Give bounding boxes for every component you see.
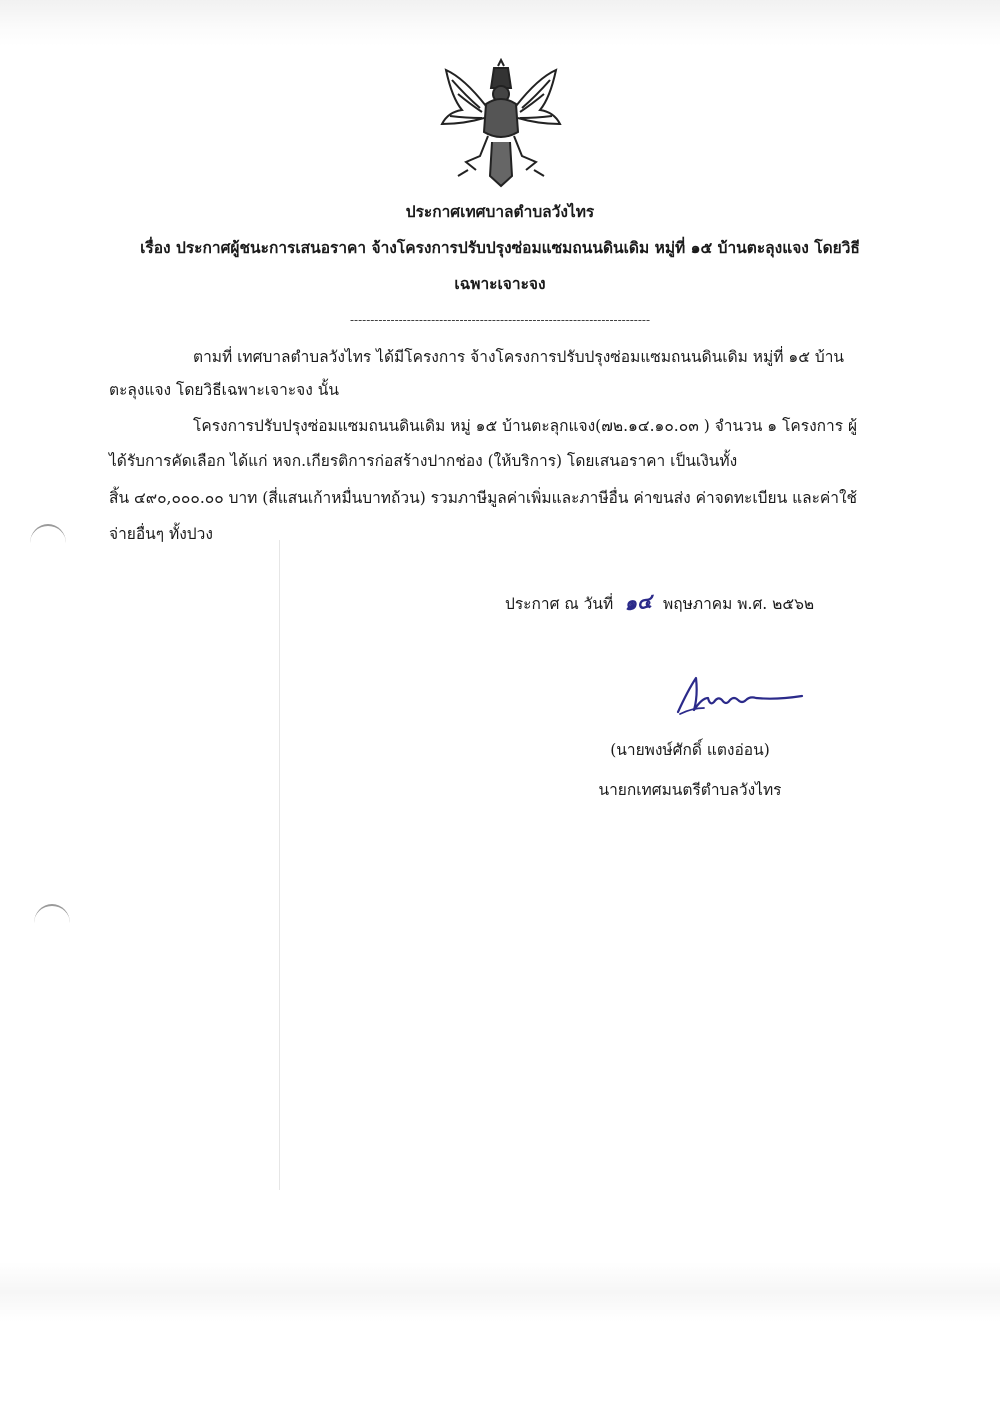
- garuda-emblem-icon: [438, 58, 564, 188]
- handwritten-signature: [672, 672, 806, 718]
- subject-line-continued: เฉพาะเจาะจง: [454, 274, 546, 293]
- scan-edge-bottom: [0, 1262, 1000, 1322]
- paper-fold-line: [279, 540, 280, 1190]
- scan-edge-top: [0, 0, 1000, 46]
- paragraph-1-line: ตามที่ เทศบาลตำบลวังไทร ได้มีโครงการ จ้างโครงการปรับปรุงซ่อมแซมถนนดินเดิม หมู่ที่ ๑๕ บ้าน: [193, 348, 844, 366]
- paragraph-2-line: สิ้น ๔๙๐,๐๐๐.๐๐ บาท (สี่แสนเก้าหมื่นบาทถ้วน) รวมภาษีมูลค่าเพิ่มและภาษีอื่น ค่าขนส่ง ค่าจดทะเบียน และค่าใช้: [109, 489, 858, 507]
- paragraph-2-line: โครงการปรับปรุงซ่อมแซมถนนดินเดิม หมู่ ๑๕ บ้านตะลุกแจง(๗๒.๑๔.๑๐.๐๓ ) จำนวน ๑ โครงการ ผู้: [193, 417, 858, 435]
- punch-hole-mark: [30, 524, 66, 562]
- announcement-date: [505, 588, 815, 616]
- signatory-position: นายกเทศมนตรีตำบลวังไทร: [598, 781, 782, 799]
- document-title: ประกาศเทศบาลตำบลวังไทร: [405, 202, 595, 221]
- date-prefix: ประกาศ ณ วันที่: [505, 595, 614, 613]
- paragraph-2-line: ได้รับการคัดเลือก ได้แก่ หจก.เกียรติการก่อสร้างปากช่อง (ให้บริการ) โดยเสนอราคา เป็นเงินทั้ง: [109, 452, 738, 470]
- separator-line: --------------------------------------------------------------------------: [349, 313, 651, 327]
- paragraph-1-line: ตะลุงแจง โดยวิธีเฉพาะเจาะจง นั้น: [109, 381, 339, 399]
- subject-line: เรื่อง ประกาศผู้ชนะการเสนอราคา จ้างโครงการปรับปรุงซ่อมแซมถนนดินเดิม หมู่ที่ ๑๕ บ้านตะลุงแจง โดยวิธี: [140, 238, 860, 257]
- handwritten-day: ๑๔: [623, 588, 654, 616]
- date-month-year: พฤษภาคม พ.ศ. ๒๕๖๒: [663, 595, 815, 613]
- signatory-name: (นายพงษ์ศักดิ์ แตงอ่อน): [610, 741, 770, 759]
- paragraph-2-line: จ่ายอื่นๆ ทั้งปวง: [109, 525, 213, 543]
- punch-hole-mark: [34, 904, 70, 942]
